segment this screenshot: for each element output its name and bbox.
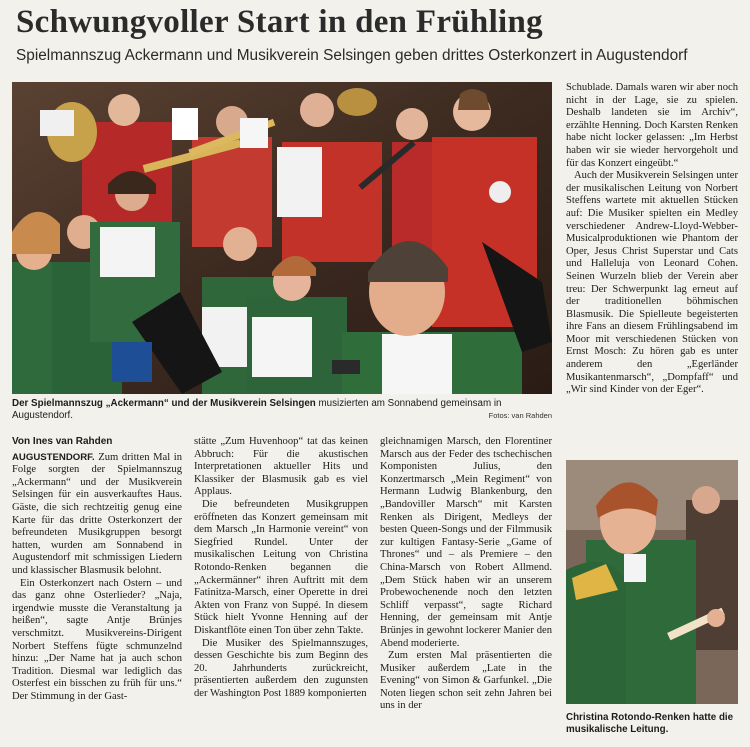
- byline: Von Ines van Rahden: [12, 436, 113, 447]
- text-column-1: [12, 436, 182, 744]
- main-photo: [12, 82, 552, 394]
- paragraph: Auch der Musikverein Selsingen unter der musikalischen Leitung von Norbert Steffens wartete mit aktuellen Stücken auf: Die Musiker spielten ein Medley verschiedener Andrew-Lloyd-Webber-Musicalproduktionen wie Phantom der Oper, Jesus Christ Superstar und Cats und Halleluja von Leonard Cohen. Seinen Wurzeln blieb der Verein aber treu: Der Schwerpunkt lag erneut auf der traditionellen böhmischen Blasmusik. Die Spielleute begeisterten ihre Fans an diesem Frühlingsabend im Moor mit verschiedenen Stücken von Ernst Mosch: Zu hören gab es unter anderem den „Egerländer Musikantenmarsch“, „Dompfaff“ und „Wir sind Kinder von der Eger“.: [566, 170, 738, 396]
- subheadline: Spielmannszug Ackermann und Musikverein Selsingen geben drittes Osterkonzert in Augustendorf: [16, 47, 688, 64]
- paragraph-text: Zum dritten Mal in Folge sorgten der Spielmannszug „Ackermann“ und der Musikverein Selsingen für ein ausverkauftes Haus. Gäste, die sich rechtzeitig genug eine Karte für das dritte Osterkonzert der befreundeten Musikgruppen besorgt hatten, wurden am Sonnabend in Augustendorf mit schmissigen Liedern und klassischer Blasmusik belohnt.: [12, 451, 182, 576]
- side-photo: [566, 460, 738, 704]
- text-column-4: [566, 82, 738, 448]
- headline: Schwungvoller Start in den Frühling: [16, 4, 543, 40]
- paragraph: stätte „Zum Huvenhoop“ tat das keinen Abbruch: Für die akustischen Interpretationen aktueller Hits und Klassiker der Blasmusik gab es viel Applaus.: [194, 436, 368, 498]
- paragraph: Die Musiker des Spielmannszuges, dessen Geschichte bis zum Beginn des 20. Jahrhunderts zurückreicht, präsentierten außerdem den zugunsten der Washington Post 1889 komponierten: [194, 637, 368, 699]
- paragraph: Ein Osterkonzert nach Ostern – und das ganz ohne Osterlieder? „Naja, irgendwie musste die Veranstaltung ja heißen“, sagte Antje Brünjes verschmitzt. Musikvereins-Dirigent Norbert Steffens fügte schmunzelnd hinzu: „Der Name hat ja auch schon Tradition. Diesmal war lediglich das Osterfest ein bisschen zu früh für uns.“ Der Stimmung in der Gast-: [12, 577, 182, 702]
- text-column-3: [380, 436, 552, 744]
- paragraph: Zum ersten Mal präsentierten die Musiker außerdem „Late in the Evening“ von Simon & Garfunkel. „Die Noten liegen schon seit zehn Jahren bei uns in der: [380, 650, 552, 712]
- paragraph: gleichnamigen Marsch, den Florentiner Marsch aus der Feder des tschechischen Komponisten Julius, den Konzertmarsch „Mein Regiment“ von Hermann Ludwig Blankenburg, den „Bandoviller Marsch“ mit Karsten Renken als Dirigent, Medleys der besten Queen-Songs und der Filmmusik zur kultigen Fantasy-Serie „Game of Thrones“ und – als Premiere – den China-Marsch von Robert Allmend. „Dem Stück haben wir an unserem Probewochenende noch den letzten Schliff verpasst“, sagte Richard Henning, der gemeinsam mit Antje Brünjes in gewohnt lockerer Manier den Abend moderierte.: [380, 436, 552, 649]
- caption-name: Christina Rotondo-Renken: [566, 712, 691, 723]
- side-photo-caption: [566, 712, 738, 737]
- paragraph: [12, 452, 182, 578]
- photo-credit: Fotos: van Rahden: [488, 411, 552, 420]
- paragraph: Schublade. Damals waren wir aber noch nicht in der Lage, sie zu spielen. Deshalb landeten sie im Archiv“, erzählte Henning. Doch Karsten Renken habe nicht locker gelassen: „Im Herbst haben wir sie wieder hervorgeholt und für das Konzert eingeübt.“: [566, 82, 738, 169]
- caption-bold: Der Spielmannszug „Ackermann“ und der Musikverein Selsingen: [12, 398, 316, 409]
- dateline: AUGUSTENDORF.: [12, 451, 95, 463]
- caption-rest: musizierten am Sonnabend gemeinsam in Augustendorf.: [12, 398, 502, 422]
- text-column-2: [194, 436, 368, 744]
- paragraph: Die befreundeten Musikgruppen eröffneten das Konzert gemeinsam mit dem Marsch „In Harmonie vereint“ von Siegfried Rundel. Unter der musikalischen Leitung von Christina Rotondo-Renken begannen die „Ackermänner“ ihren Auftritt mit dem Fatinitza-Marsch, einer Operette in drei Akten von Franz von Suppé. In diesem Stück hielt Yvonne Henning auf der Diskantflöte einen Ton über zehn Takte.: [194, 498, 368, 636]
- caption-bold: hatte die musikalische Leitung.: [566, 712, 734, 736]
